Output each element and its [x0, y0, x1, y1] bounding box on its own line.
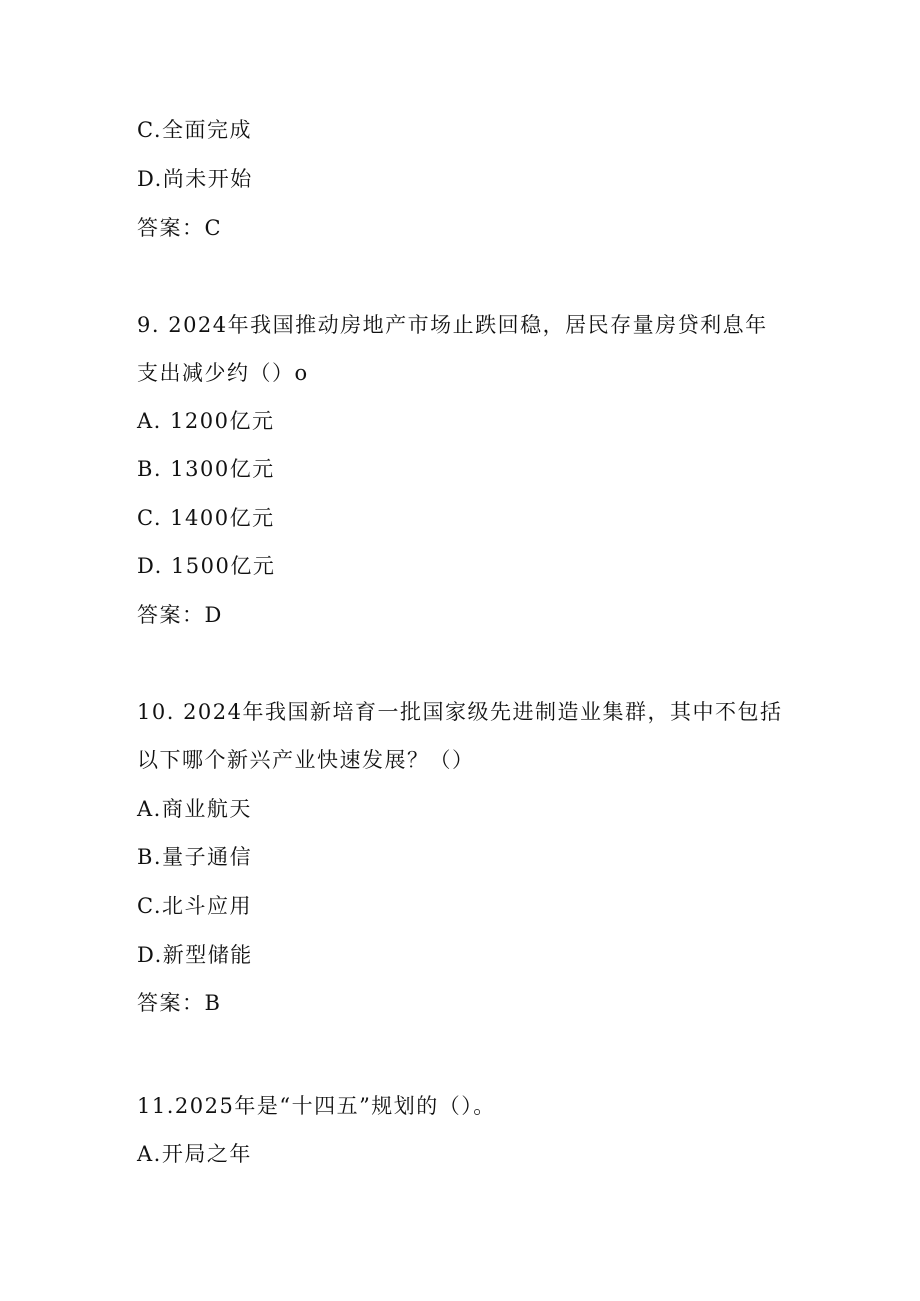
q9-stem-line1: 9. 2024年我国推动房地产市场止跌回稳，居民存量房贷利息年: [137, 313, 768, 337]
q10-option-b: B.量子通信: [137, 845, 253, 869]
q11-stem-line1: 11.2025年是“十四五”规划的（）。: [137, 1094, 496, 1118]
q10-option-c: C.北斗应用: [137, 894, 252, 918]
q10-stem-line2: 以下哪个新兴产业快速发展？（）: [137, 748, 475, 772]
q11-option-a: A.开局之年: [137, 1142, 252, 1166]
q9-answer: 答案：D: [137, 603, 223, 627]
q8-answer: 答案：C: [137, 216, 223, 240]
q8-option-c: C.全面完成: [137, 118, 252, 142]
q10-option-d: D.新型储能: [137, 943, 253, 967]
q9-option-c: C. 1400亿元: [137, 506, 275, 530]
q9-stem-line2: 支出减少约（）o: [137, 361, 309, 385]
q8-option-d: D.尚未开始: [137, 167, 253, 191]
q10-stem-line1: 10. 2024年我国新培育一批国家级先进制造业集群，其中不包括: [137, 700, 783, 724]
q10-option-a: A.商业航天: [137, 797, 252, 821]
q9-option-a: A. 1200亿元: [137, 409, 275, 433]
q9-option-b: B. 1300亿元: [137, 457, 275, 481]
q10-answer: 答案：B: [137, 991, 222, 1015]
q9-option-d: D. 1500亿元: [137, 554, 276, 578]
